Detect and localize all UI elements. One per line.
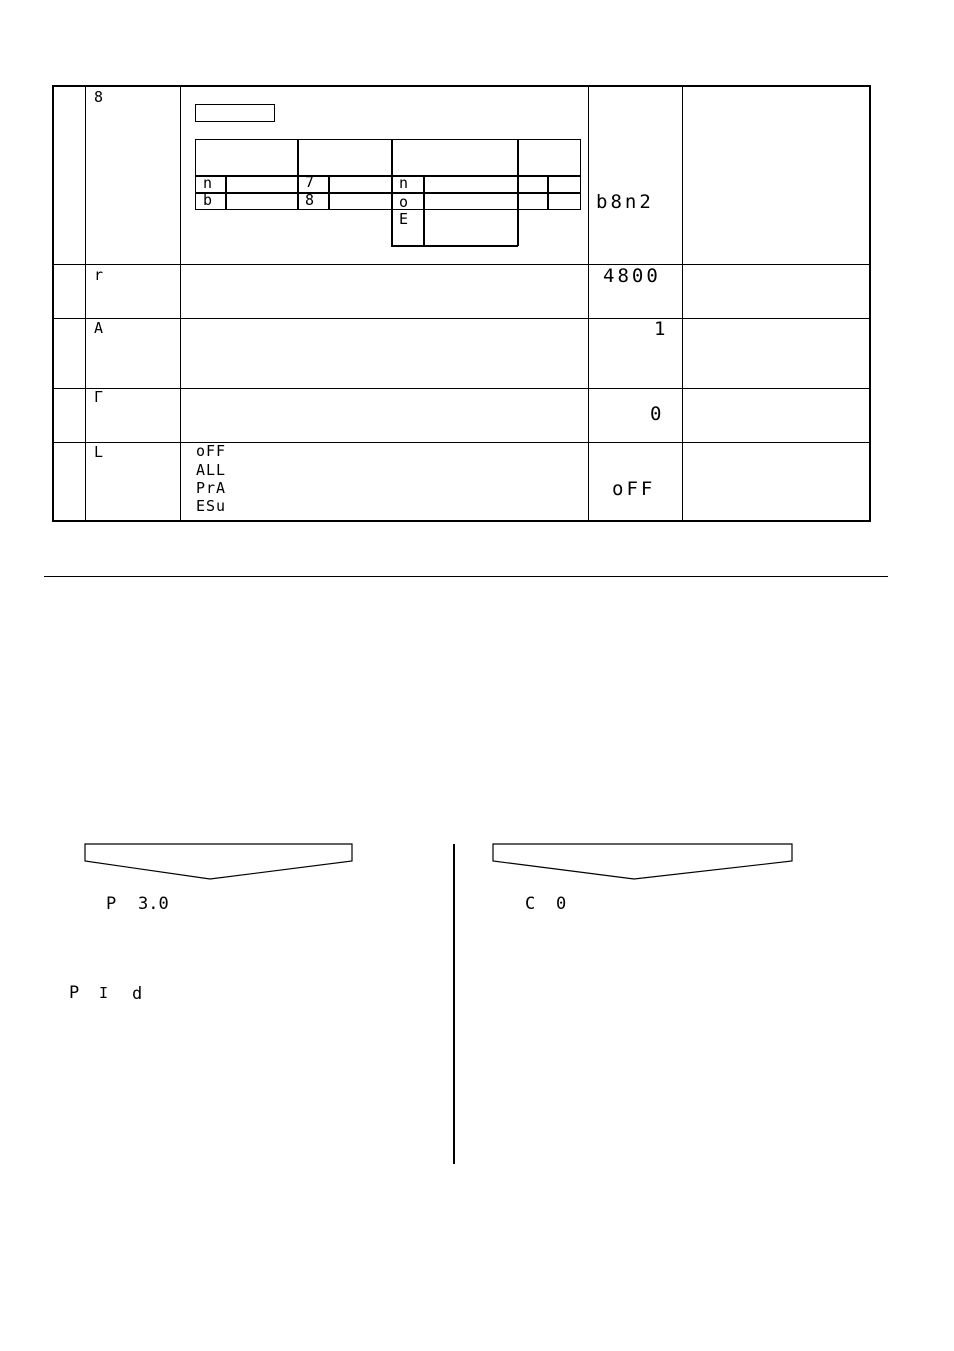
format-none: n: [399, 174, 410, 192]
mode-option-off: oFF: [196, 442, 227, 460]
format-odd: o: [399, 193, 410, 211]
left-arrow-banner: [84, 843, 354, 881]
section-divider: [44, 576, 888, 577]
left-display-d: d: [132, 984, 145, 1004]
default-address: 1: [654, 318, 669, 340]
row-symbol-mode: L: [94, 443, 105, 461]
format-8-bits: 8: [305, 191, 316, 209]
left-display-p: P: [106, 894, 119, 914]
column-divider: [682, 87, 683, 520]
format-label-box: [195, 104, 275, 122]
column-divider: [85, 87, 86, 520]
left-display-i: I: [99, 984, 110, 1002]
row-symbol-format: 8: [94, 88, 105, 106]
parameter-table: [52, 85, 871, 522]
format-even: E: [399, 210, 410, 228]
right-arrow-banner: [492, 843, 794, 881]
row-divider: [54, 388, 869, 389]
column-divider: [180, 87, 181, 520]
row-symbol-response: Γ: [94, 388, 105, 406]
row-symbol-address: A: [94, 319, 105, 337]
row-divider: [54, 318, 869, 319]
default-baud: 4800: [603, 265, 661, 287]
row-divider: [54, 442, 869, 443]
format-parity-none: n: [203, 174, 214, 192]
mode-option-pra: PrA: [196, 479, 227, 497]
row-symbol-baud: r: [94, 266, 105, 284]
default-mode: oFF: [612, 478, 656, 500]
row-divider: [54, 264, 869, 265]
mode-option-all: ALL: [196, 461, 227, 479]
column-divider: [588, 87, 589, 520]
format-7-bits: 7: [305, 173, 316, 191]
left-display-value: 3.0: [138, 894, 169, 914]
left-display-p2: P: [69, 983, 82, 1003]
right-display-c: C: [525, 894, 538, 914]
format-options-table: [195, 139, 582, 247]
default-format: b8n2: [596, 191, 654, 213]
default-response: 0: [650, 403, 665, 425]
mode-option-esu: ESu: [196, 497, 227, 515]
format-bit-label: b: [203, 191, 214, 209]
column-divider-vertical: [453, 844, 455, 1164]
right-display-zero: 0: [556, 894, 569, 914]
